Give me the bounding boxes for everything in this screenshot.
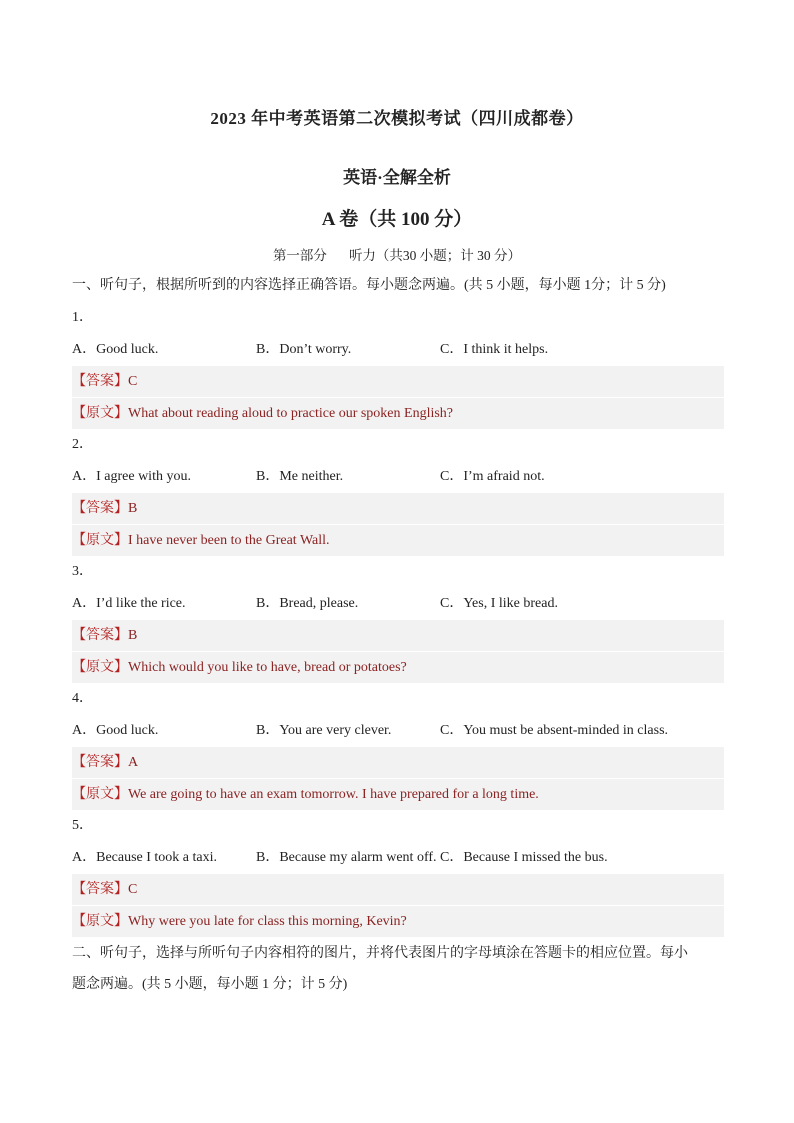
question-number: 5． bbox=[72, 818, 93, 833]
question-number: 4． bbox=[72, 691, 93, 706]
option-a: A．I agree with you. bbox=[72, 469, 191, 484]
question-1 bbox=[72, 302, 724, 429]
answer-row bbox=[72, 493, 724, 524]
source-text: We are going to have an exam tomorrow. I have prepared for a long time. bbox=[128, 787, 539, 802]
answer-row bbox=[72, 620, 724, 651]
option-b: B．Don’t worry. bbox=[256, 342, 352, 357]
source-label: 【原文】 bbox=[72, 533, 128, 548]
answer-label: 【答案】 bbox=[72, 882, 128, 897]
source-row bbox=[72, 652, 724, 683]
source-label: 【原文】 bbox=[72, 787, 128, 802]
answer-value: C bbox=[128, 374, 138, 389]
source-row bbox=[72, 525, 724, 556]
question-number: 2． bbox=[72, 437, 93, 452]
option-b: B．You are very clever. bbox=[256, 723, 392, 738]
source-row bbox=[72, 906, 724, 937]
answer-row bbox=[72, 874, 724, 905]
answer-value: A bbox=[128, 755, 139, 770]
option-c: C．Yes, I like bread. bbox=[440, 596, 558, 611]
option-b: B．Me neither. bbox=[256, 469, 344, 484]
answer-label: 【答案】 bbox=[72, 755, 128, 770]
source-text: Why were you late for class this morning, Kevin? bbox=[128, 914, 407, 929]
volume-heading: A 卷（共 100 分） bbox=[321, 209, 473, 230]
question-number: 3． bbox=[72, 564, 93, 579]
option-c: C．I think it helps. bbox=[440, 342, 549, 357]
source-label: 【原文】 bbox=[72, 406, 128, 421]
question-options bbox=[72, 715, 724, 747]
option-b: B．Bread, please. bbox=[256, 596, 359, 611]
answer-label: 【答案】 bbox=[72, 628, 128, 643]
section-2-instruction-line-1: 二、听句子，选择与所听句子内容相符的图片，并将代表图片的字母填涂在答题卡的相应位置。每小 bbox=[72, 946, 688, 961]
option-b: B．Because my alarm went off. bbox=[256, 850, 437, 865]
answer-value: B bbox=[128, 501, 138, 516]
question-options bbox=[72, 588, 724, 620]
source-text: What about reading aloud to practice our spoken English? bbox=[128, 406, 454, 421]
part-heading bbox=[0, 244, 794, 264]
answer-value: B bbox=[128, 628, 138, 643]
source-text: Which would you like to have, bread or potatoes? bbox=[128, 660, 407, 675]
source-row bbox=[72, 779, 724, 810]
source-text: I have never been to the Great Wall. bbox=[128, 533, 330, 548]
section-2-instruction-line-2: 题念两遍。(共 5 小题，每小题 1 分；计 5 分) bbox=[72, 977, 348, 992]
option-c: C．You must be absent-minded in class. bbox=[440, 723, 669, 738]
option-c: C．I’m afraid not. bbox=[440, 469, 545, 484]
answer-row bbox=[72, 366, 724, 397]
question-5 bbox=[72, 810, 724, 937]
option-a: A．Because I took a taxi. bbox=[72, 850, 218, 865]
question-number: 1． bbox=[72, 310, 93, 325]
question-options bbox=[72, 842, 724, 874]
question-3 bbox=[72, 556, 724, 683]
option-a: A．Good luck. bbox=[72, 342, 159, 357]
question-4 bbox=[72, 683, 724, 810]
section-2-instruction bbox=[72, 938, 724, 1000]
source-label: 【原文】 bbox=[72, 660, 128, 675]
option-a: A．I’d like the rice. bbox=[72, 596, 186, 611]
part-description: 听力（共30 小题；计 30 分） bbox=[348, 248, 522, 263]
part-name: 第一部分 bbox=[272, 248, 327, 263]
document-subtitle: 英语·全解全析 bbox=[343, 168, 451, 187]
option-a: A．Good luck. bbox=[72, 723, 159, 738]
question-2 bbox=[72, 429, 724, 556]
document-title: 2023 年中考英语第二次模拟考试（四川成都卷） bbox=[210, 109, 584, 128]
question-options bbox=[72, 461, 724, 493]
answer-label: 【答案】 bbox=[72, 374, 128, 389]
question-options bbox=[72, 334, 724, 366]
source-row bbox=[72, 398, 724, 429]
section-1-instruction: 一、听句子，根据所听到的内容选择正确答语。每小题念两遍。(共 5 小题，每小题 1分；计 5 分) bbox=[72, 278, 666, 293]
answer-label: 【答案】 bbox=[72, 501, 128, 516]
option-c: C．Because I missed the bus. bbox=[440, 850, 608, 865]
source-label: 【原文】 bbox=[72, 914, 128, 929]
answer-row bbox=[72, 747, 724, 778]
answer-value: C bbox=[128, 882, 138, 897]
